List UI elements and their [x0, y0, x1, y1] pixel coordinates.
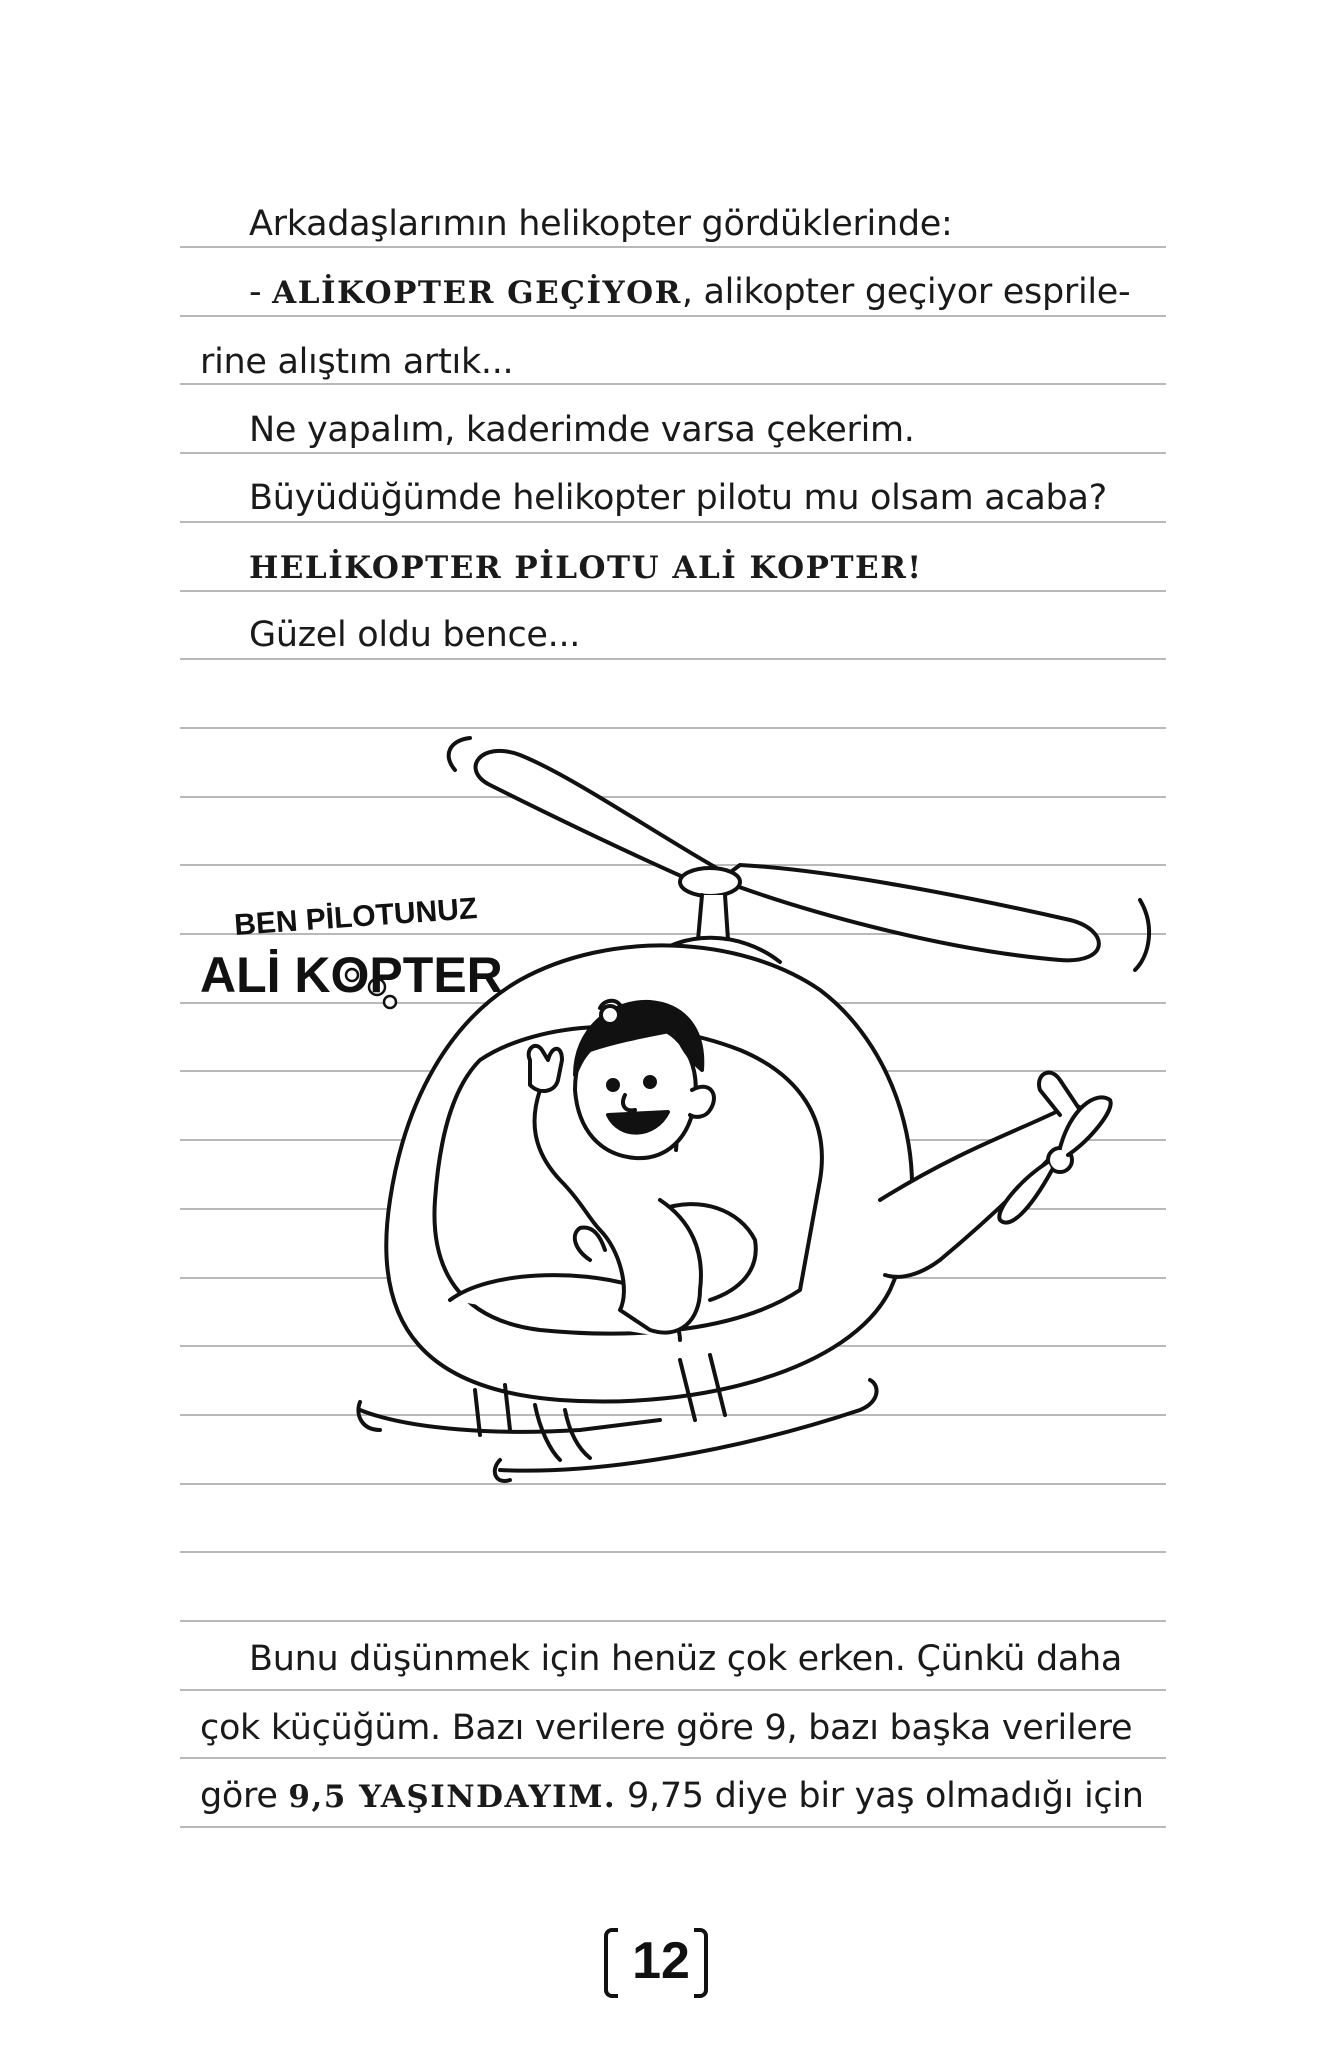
text-line: [249, 202, 953, 246]
text-line: [200, 1706, 1132, 1750]
ruled-line: [180, 315, 1166, 317]
ruled-line: [180, 246, 1166, 248]
thought-line-2: ALİ KOPTER: [200, 947, 503, 1003]
text-segment: Ne yapalım, kaderimde varsa çekerim.: [249, 410, 915, 450]
rotor-blade-right: [720, 865, 1099, 960]
text-segment: -: [249, 272, 273, 312]
text-line: [249, 545, 923, 590]
helicopter-tail: [880, 1106, 1084, 1277]
text-line: [200, 1774, 1144, 1819]
ruled-line: [180, 658, 1166, 660]
ruled-line: [180, 1620, 1166, 1622]
text-segment: 9,75 diye bir yaş olmadığı için: [616, 1776, 1144, 1816]
rotor-blade-left: [476, 751, 720, 880]
text-line: [249, 613, 580, 657]
page-number: 12: [632, 1932, 690, 1990]
ruled-line: [180, 727, 1166, 729]
helicopter-illustration: [180, 730, 1166, 1590]
text-line: [200, 340, 513, 384]
emphasis-alikopter: ALİKOPTER GEÇİYOR: [272, 275, 682, 311]
text-segment: Bunu düşünmek için henüz çok erken. Çünkü daha: [249, 1639, 1123, 1679]
ruled-line: [180, 452, 1166, 454]
emphasis-helikopter-pilotu: HELİKOPTER PİLOTU ALİ KOPTER!: [249, 550, 923, 586]
text-line: [249, 408, 915, 452]
text-line: [249, 476, 1107, 520]
text-segment: rine alıştım artık...: [200, 342, 514, 382]
text-segment: göre: [200, 1776, 289, 1816]
text-segment: çok küçüğüm. Bazı verilere göre 9, bazı başka verilere: [200, 1708, 1133, 1748]
page-number-bracket-right: [694, 1928, 708, 1998]
emphasis-age: 9,5 YAŞINDAYIM.: [288, 1779, 617, 1815]
thought-line-1: BEN PİLOTUNUZ: [233, 892, 479, 942]
ruled-line: [180, 1689, 1166, 1691]
text-segment: Arkadaşlarımın helikopter gördüklerinde:: [249, 204, 953, 244]
text-segment: Güzel oldu bence...: [249, 615, 581, 655]
text-line: [249, 1637, 1122, 1681]
text-line: [249, 270, 1130, 315]
text-segment: Büyüdüğümde helikopter pilotu mu olsam acaba?: [249, 478, 1107, 518]
ruled-line: [180, 1826, 1166, 1828]
text-segment: , alikopter geçiyor esprile-: [681, 272, 1131, 312]
ruled-line: [180, 1757, 1166, 1759]
ruled-line: [180, 521, 1166, 523]
ruled-line: [180, 590, 1166, 592]
